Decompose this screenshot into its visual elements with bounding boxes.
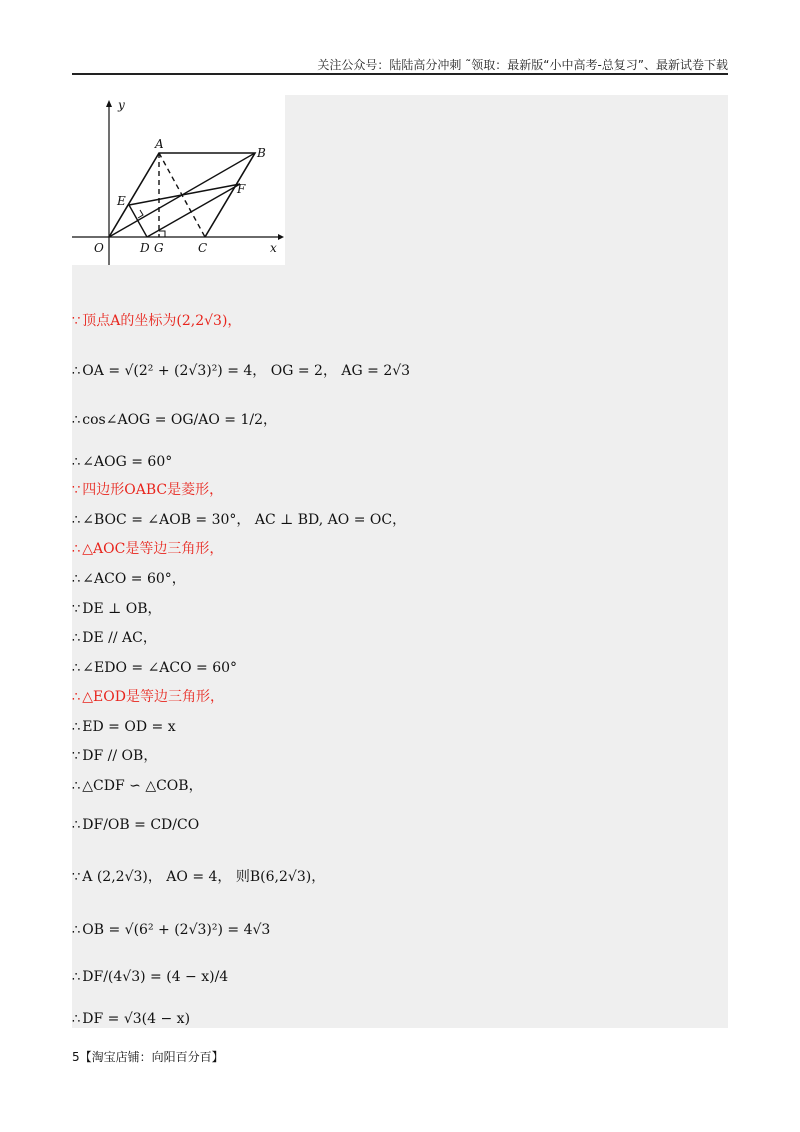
label-y: y xyxy=(118,98,125,112)
solution-line: ∵ DE ⊥ OB， xyxy=(72,601,162,617)
label-a: A xyxy=(155,137,164,151)
label-x: x xyxy=(270,241,277,255)
header-divider xyxy=(72,73,728,75)
solution-line: ∴ ED = OD = x xyxy=(72,719,176,735)
solution-line: ∴ △CDF ∽ △COB， xyxy=(72,778,203,794)
solution-line: ∴ cos∠AOG = OG/AO = 1/2， xyxy=(72,412,277,428)
solution-line: ∴ DE // AC， xyxy=(72,630,157,646)
solution-line: ∴ ∠BOC = ∠AOB = 30°， AC ⊥ BD, AO = OC， xyxy=(72,512,407,528)
label-g: G xyxy=(154,241,164,255)
solution-line: ∵ A (2,2√3)， AO = 4， 则B(6,2√3)， xyxy=(72,869,326,885)
solution-line: ∴ DF = √3(4 − x) xyxy=(72,1011,191,1027)
label-b: B xyxy=(257,146,266,160)
solution-line: ∵ DF // OB， xyxy=(72,748,158,764)
solution-line: ∴ DF/OB = CD/CO xyxy=(72,817,200,833)
label-e: E xyxy=(117,194,126,208)
solution-line: ∵ 四边形OABC是菱形， xyxy=(72,482,224,498)
label-o: O xyxy=(94,241,104,255)
solution-line: ∴ ∠EDO = ∠ACO = 60° xyxy=(72,660,238,676)
page-footer: 5【淘宝店铺：向阳百分百】 xyxy=(72,1050,224,1064)
solution-line: ∴ DF/(4√3) = (4 − x)/4 xyxy=(72,969,229,985)
solution-line: ∴ OB = √(6² + (2√3)²) = 4√3 xyxy=(72,922,271,938)
solution-line: ∵ 顶点A的坐标为(2,2√3)， xyxy=(72,313,242,329)
label-c: C xyxy=(198,241,208,255)
solution-line: ∴ △AOC是等边三角形， xyxy=(72,541,224,557)
label-d: D xyxy=(140,241,150,255)
solution-line: ∴ ∠AOG = 60° xyxy=(72,454,173,470)
page-header: 关注公众号：陆陆高分冲刺 ˜领取：最新版“小中高考-总复习”、最新试卷下载 xyxy=(317,58,728,72)
solution-line: ∴ OA = √(2² + (2√3)²) = 4， OG = 2， AG = 2√3 xyxy=(72,363,411,379)
solution-line: ∴ △EOD是等边三角形， xyxy=(72,689,224,705)
solution-lines xyxy=(72,95,728,1028)
solution-line: ∴ ∠ACO = 60°， xyxy=(72,571,186,587)
label-f: F xyxy=(237,182,246,196)
